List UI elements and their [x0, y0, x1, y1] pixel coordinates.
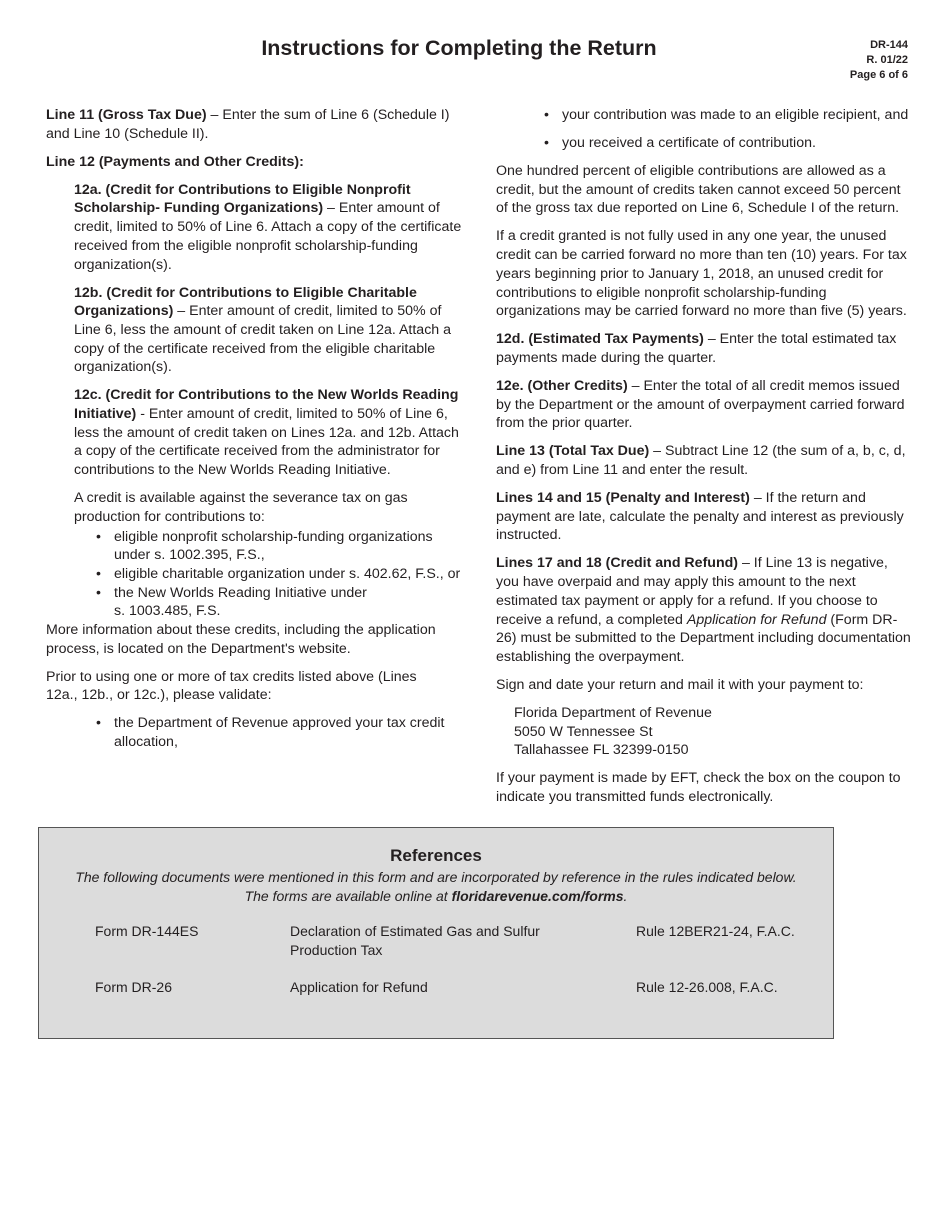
- line-12a-heading: 12a. (Credit for Contributions to Eligible Nonprofit Scholarship- Funding Organizations): [74, 181, 411, 217]
- line-13-text: – Subtract Line 12 (the sum of a, b, c, d, and e) from Line 11 and enter the result.: [496, 443, 906, 479]
- page-number: Page 6 of 6: [849, 69, 908, 81]
- references-subtitle-text: The forms are available online at: [244, 888, 452, 904]
- form-number: DR-144: [870, 39, 908, 51]
- percent-text: One hundred percent of eligible contributions are allowed as a credit, but the amount of credits taken cannot exceed 50 percent of the gross tax due reported on Line 6, Schedule I of the return.: [496, 163, 901, 217]
- line-13-instruction: [496, 442, 912, 479]
- address-line: Tallahassee FL 32399-0150: [514, 742, 689, 759]
- list-item: [96, 528, 464, 565]
- credit-bullet-text: eligible nonprofit scholarship-funding organizations under s. 1002.395, F.S.,: [114, 528, 433, 564]
- line-12b-heading: 12b. (Credit for Contributions to Eligible Charitable Organizations): [74, 284, 417, 320]
- list-item: [544, 134, 912, 153]
- references-subtitle-line-1: The following documents were mentioned in this form and are incorporated by reference in the rules indicated below.: [75, 869, 797, 885]
- line-12c-heading: 12c. (Credit for Contributions to the New Worlds Reading Initiative): [74, 387, 459, 423]
- line-11-text: – Enter the sum of Line 6 (Schedule I) and Line 10 (Schedule II).: [46, 107, 450, 142]
- references-box: [38, 827, 834, 1039]
- line-14-15-heading: Lines 14 and 15 (Penalty and Interest): [496, 490, 750, 507]
- reference-description: Application for Refund: [290, 979, 428, 995]
- credit-bullet-text: eligible charitable organization under s. 402.62, F.S., or: [114, 565, 461, 582]
- references-title: References: [390, 846, 482, 865]
- sign-date-text: Sign and date your return and mail it with your payment to:: [496, 676, 864, 693]
- reference-rule: Rule 12-26.008, F.A.C.: [636, 979, 778, 995]
- form-identifier: [850, 38, 908, 83]
- eft-text: If your payment is made by EFT, check the box on the coupon to indicate you transmitted funds electronically.: [496, 770, 901, 806]
- address-line: 5050 W Tennessee St: [514, 723, 653, 740]
- line-13-heading: Line 13 (Total Tax Due): [496, 443, 650, 460]
- references-subtitle: [39, 868, 833, 906]
- left-column: [46, 106, 464, 752]
- validate-bullet-text: the Department of Revenue approved your tax credit allocation,: [114, 715, 445, 750]
- right-column: [496, 106, 912, 816]
- line-12e-heading: 12e. (Other Credits): [496, 377, 628, 394]
- line-12-heading: [46, 153, 464, 172]
- prior-using-text: Prior to using one or more of tax credits listed above (Lines 12a., 12b., or 12c.), please validate:: [46, 668, 417, 704]
- form-revision: R. 01/22: [866, 54, 908, 66]
- line-12b-instruction: [74, 284, 464, 378]
- line-12d-instruction: [496, 330, 912, 367]
- reference-rule: Rule 12BER21-24, F.A.C.: [636, 923, 795, 939]
- bullet-icon: •: [544, 135, 549, 151]
- line-17-18-instruction: [496, 554, 912, 666]
- mailing-address: [514, 704, 912, 760]
- reference-form: Form DR-26: [95, 979, 173, 995]
- line-14-15-instruction: [496, 489, 912, 545]
- line-12c-instruction: [74, 386, 464, 480]
- line-11-heading: Line 11 (Gross Tax Due): [46, 107, 207, 123]
- bullet-icon: •: [96, 584, 101, 601]
- credit-intro: A credit is available against the severance tax on gas production for contributions to:: [74, 490, 408, 525]
- line-12b-text: – Enter amount of credit, limited to 50% of Line 6, less the amount of credit taken on Line 12a. Attach a copy of the certificate received from the eligible charitable organization(s).: [74, 303, 452, 376]
- reference-form: Form DR-144ES: [95, 923, 199, 939]
- line-14-15-text: – If the return and payment are late, calculate the penalty and interest as previously instructed.: [496, 490, 904, 544]
- application-for-refund-title: Application for Refund: [686, 611, 827, 628]
- list-item: [96, 565, 464, 584]
- bullet-icon: •: [544, 107, 549, 123]
- line-12e-text: – Enter the total of all credit memos issued by the Department or the amount of overpayment carried forward from the prior quarter.: [496, 377, 905, 432]
- validate-bullet-text: you received a certificate of contribution.: [562, 135, 816, 151]
- credit-bullet-text: the New Worlds Reading Initiative under s. 1003.485, F.S.: [114, 584, 367, 620]
- bullet-icon: •: [96, 565, 101, 582]
- line-12e-instruction: [496, 377, 912, 433]
- line-12a-text: – Enter amount of credit, limited to 50% of Line 6. Attach a copy of the certificate received from the eligible nonprofit scholarship-funding organization(s).: [74, 200, 462, 273]
- references-subtitle-line-2: [39, 887, 833, 906]
- list-item: [544, 106, 912, 125]
- validate-bullet-text: your contribution was made to an eligible recipient, and: [562, 107, 909, 123]
- bullet-icon: •: [96, 715, 101, 732]
- list-item: [96, 714, 456, 751]
- list-item: [96, 584, 376, 621]
- line-12d-heading: 12d. (Estimated Tax Payments): [496, 331, 704, 348]
- address-line: Florida Department of Revenue: [514, 704, 712, 721]
- more-info-text: More information about these credits, including the application process, is located on the Department's website.: [46, 622, 436, 657]
- carry-forward-text: If a credit granted is not fully used in any one year, the unused credit can be carried forward no more than ten (10) years. For tax years beginning prior to January 1, 2018, an unused credit for contributions to eligible nonprofit scholarship-funding organizations may be carried forward no more than five (5) years.: [496, 228, 907, 320]
- line-12-heading-text: Line 12 (Payments and Other Credits):: [46, 153, 304, 170]
- references-subtitle-period: .: [623, 888, 628, 904]
- line-11-instruction: [46, 106, 464, 143]
- line-17-18-text-end: (Form DR-26) must be submitted to the Department including documentation establishing the overpayment.: [496, 611, 911, 665]
- line-12d-text: – Enter the total estimated tax payments made during the quarter.: [496, 331, 897, 366]
- forms-website-link[interactable]: floridarevenue.com/forms: [451, 888, 624, 904]
- line-12a-instruction: [74, 181, 464, 275]
- reference-description: Declaration of Estimated Gas and Sulfur Production Tax: [290, 923, 540, 958]
- line-17-18-heading: Lines 17 and 18 (Credit and Refund): [496, 555, 739, 572]
- page-title: Instructions for Completing the Return: [261, 36, 657, 60]
- bullet-icon: •: [96, 528, 101, 545]
- line-17-18-text: – If Line 13 is negative, you have overpaid and may apply this amount to the next estimated tax payment or apply for a refund. If you choose to receive a refund, a completed: [496, 555, 888, 628]
- line-12c-text: - Enter amount of credit, limited to 50% of Line 6, less the amount of credit taken on Lines 12a. and 12b. Attach a copy of the certificate received from the administrator for contributions to the New Worlds Reading Initiative.: [74, 406, 459, 479]
